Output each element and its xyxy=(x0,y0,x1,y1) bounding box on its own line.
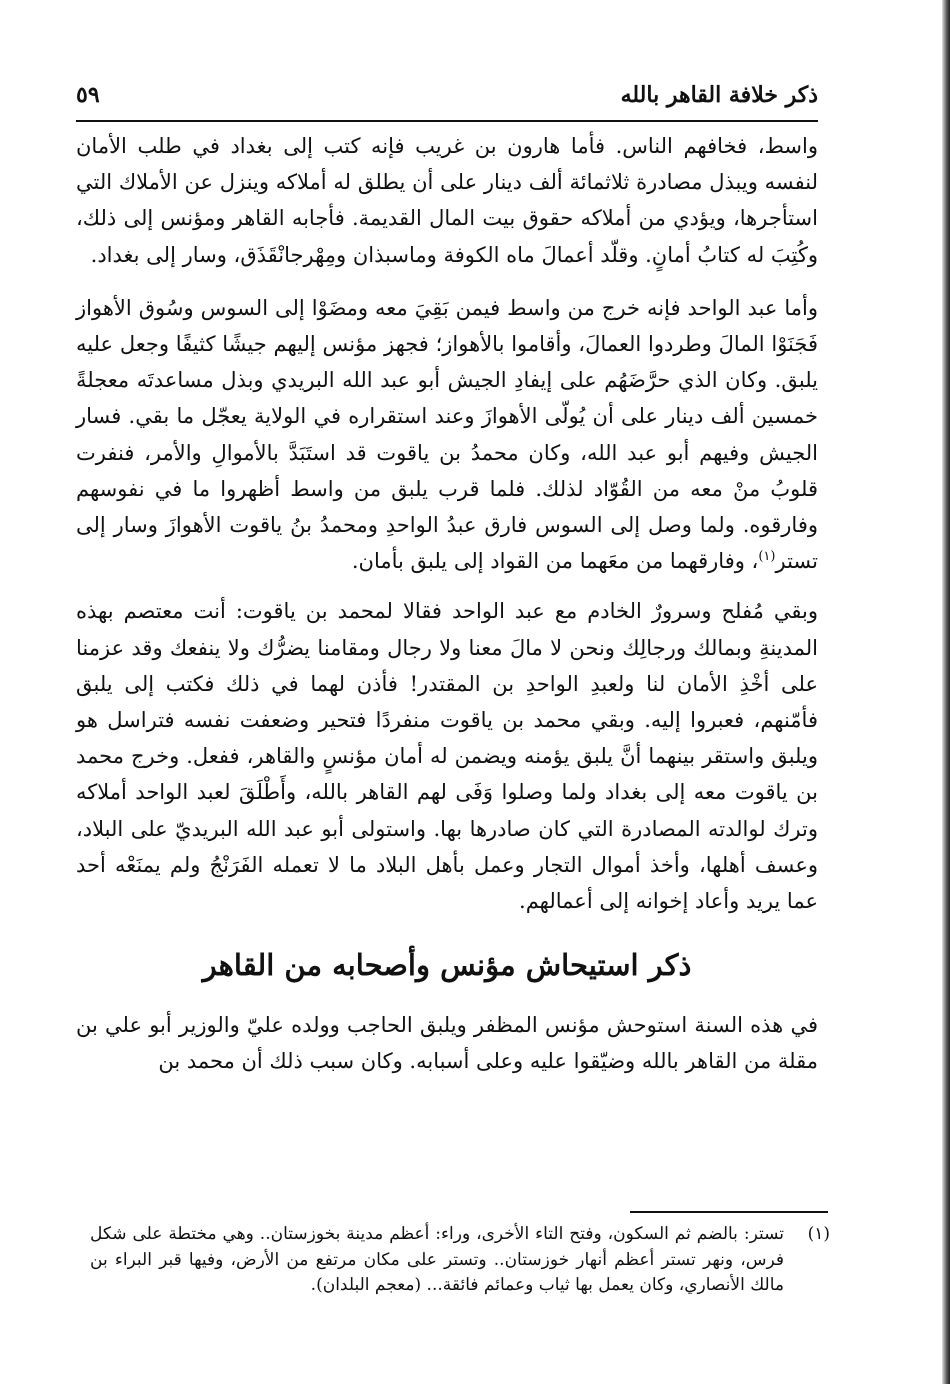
scan-edge-shadow xyxy=(942,0,950,1384)
header-rule xyxy=(76,120,818,122)
page-body xyxy=(76,128,818,1080)
footnote xyxy=(90,1222,830,1299)
page-number: ٥٩ xyxy=(76,82,100,108)
page-header xyxy=(76,78,818,112)
paragraph-2-tail: ، وفارقهما من معَهما من القواد إلى يلبق بأمان. xyxy=(351,549,759,574)
section-heading: ذكر استيحاش مؤنس وأصحابه من القاهر xyxy=(202,948,692,983)
footnote-reference[interactable]: (١) xyxy=(758,549,776,565)
paragraph-3: وبقي مُفلح وسرورٌ الخادم مع عبد الواحد فقالا لمحمد بن ياقوت: أنت معتصم بهذه المدينةِ وبمالك ورجالِك ونحن لا مالَ معنا ولا رجال ومقامنا يضرُّك ولا ينفعك وقد عزمنا على أخْذِ الأمان لنا ولعبدِ الواحدِ بن المقتدر! فأذن لهما في ذلك فكتب إلى يلبق فأمّنهم، فعبروا إليه. وبقي محمد بن ياقوت منفردًا فتحير وضعفت نفسه فتراسل هو ويلبق واستقر بينهما أنَّ يلبق يؤمنه ويضمن له أمان مؤنسٍ والقاهر، ففعل. وخرج محمد بن ياقوت معه إلى بغداد ولما وصلوا وَفَى لهم القاهر بالله، وأَطْلَقَ لعبد الواحد أملاكه وترك لوالدته المصادرة التي كان صادرها بها. واستولى أبو عبد الله البريديّ على البلاد، وعسف أهلها، وأخذ أموال التجار وعمل بأهل البلاد ما لا تعمله الفَرَنْجُ ولم يمنَعْه أحد عما يريد وأعاد إخوانه إلى أعمالهم. xyxy=(76,599,818,914)
paragraph-1: واسط، فخافهم الناس. فأما هارون بن غريب فإنه كتب إلى بغداد في طلب الأمان لنفسه ويبذل مصادرة ثلاثمائة ألف دينار على أن يطلق له أملاكه وينزل عن الأملاك التي استأجرها، ويؤدي من أملاكه حقوق بيت المال القديمة. فأجابه القاهر ومؤنس إلى ذلك، وكُتِبَ له كتابُ أمانٍ. وقلّد أعمالَ ماه الكوفة وماسبذان ومِهْرجانْقَذَق، وسار إلى بغداد. xyxy=(76,134,818,267)
footnote-text: تستر: بالضم ثم السكون، وفتح التاء الأخرى، وراء: أعظم مدينة بخوزستان.. وهي مختطة على شكل فرس، ونهر تستر أعظم أنهار خوزستان.. وتستر على مكان مرتفع من الأرض، وفيها قبر البراء بن مالك الأنصاري، وكان يعمل بها ثياب وعمائم فائقة... (معجم البلدان). xyxy=(90,1224,784,1295)
footnote-marker: (١) xyxy=(807,1224,830,1244)
running-title: ذكر خلافة القاهر بالله xyxy=(620,82,818,108)
paragraph-2 xyxy=(76,290,818,580)
footnote-rule xyxy=(630,1211,828,1213)
section-paragraph: في هذه السنة استوحش مؤنس المظفر ويلبق الحاجب وولده عليّ والوزير أبو علي بن مقلة من القاهر بالله وضيّقوا عليه وعلى أسبابه. وكان سبب ذلك أن محمد بن xyxy=(76,1013,818,1074)
paragraph-2-text: وأما عبد الواحد فإنه خرج من واسط فيمن بَقِيَ معه ومضَوْا إلى السوس وسُوق الأهواز فَجَنَوْا المالَ وطردوا العمالَ، وأقاموا بالأهواز؛ فجهز مؤنس إليهم جيشًا كثيفًا وجعل عليه يلبق. وكان الذي حرَّضَهُم على إيفادِ الجيش أبو عبد الله البريدي وبذل مساعدتَه معجلةً خمسين ألف دينار على أن يُولّى الأهوازَ وعند استقراره في الولاية يعجّل ما بقي. فسار الجيش وفيهم أبو عبد الله، وكان محمدُ بن ياقوت قد استَبَدَّ بالأموالِ والأمر، فنفرت قلوبُ منْ معه من القُوّاد لذلك. فلما قرب يلبق من واسط أظهروا ما في نفوسهم وفارقوه. ولما وصل إلى السوس فارق عبدُ الواحدِ ومحمدُ بنُ ياقوت الأهوازَ وسار إلى تستر xyxy=(76,295,818,574)
